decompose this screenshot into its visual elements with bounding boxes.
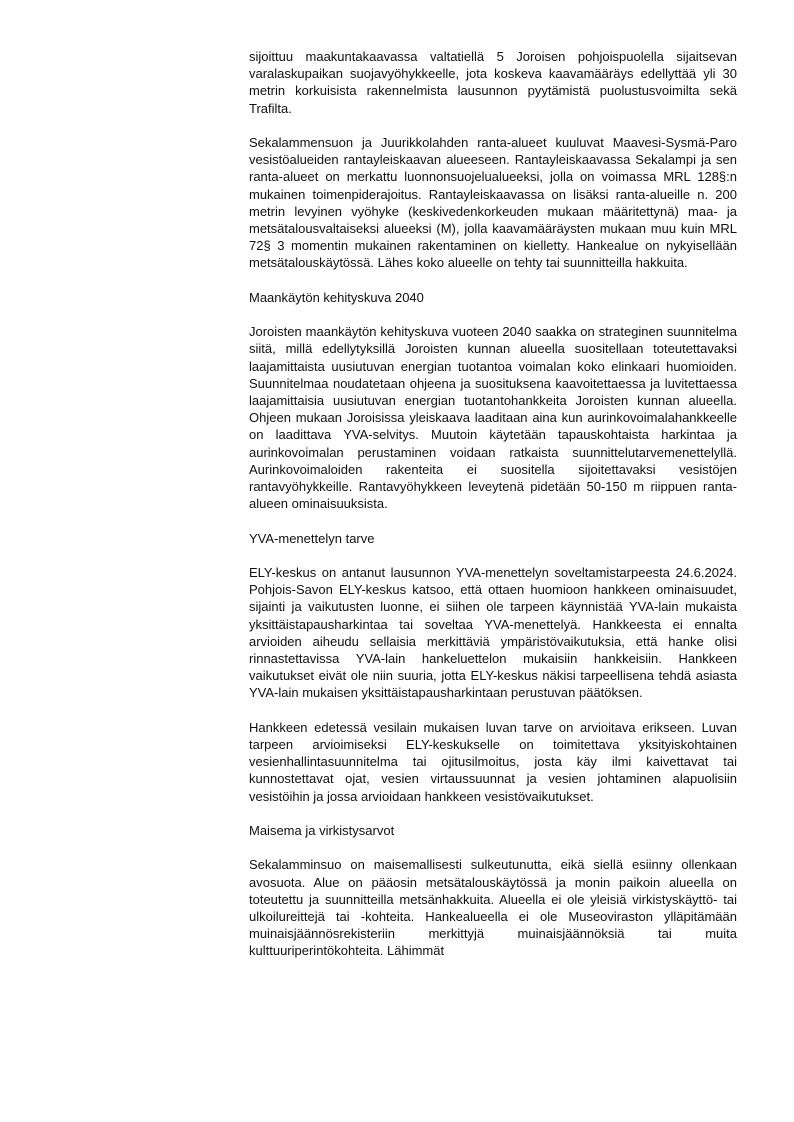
document-body [249,48,737,960]
heading-eia-need: YVA-menettelyn tarve [249,530,375,546]
paragraph-ely-statement: ELY-keskus on antanut lausunnon YVA-menettelyn soveltamistarpeesta 24.6.2024. Pohjois-Savon ELY-keskus katsoo, että ottaen huomioon hankkeen ominaisuudet, sijainti ja vaikutusten luonne, ei siihen ole tarpeen käynnistää YVA-lain mukaista yksittäistapausharkintaa tai soveltaa YVA-menettelyä. Hankkeesta ei ennalta arvioiden aiheudu sellaisia merkittäviä ympäristövaikutuksia, että hanke olisi rinnastettavissa YVA-lain hankeluettelon mukaisiin hankkeisiin. Hankkeen vaikutukset eivät ole niin suuria, jotta ELY-keskus näkisi tarpeellisena tehdä asiasta YVA-lain mukaisen yksittäistapausharkintaan perustuvan päätöksen. [249,565,737,701]
paragraph-land-use-2040: Joroisten maankäytön kehityskuva vuoteen 2040 saakka on strateginen suunnitelma siitä, millä edellytyksillä Joroisten kunnan alueella suositellaan toteutettavaksi laajamittaista uusiutuvan energian tuotantoa voimalan koko elinkaari huomioiden. Suunnitelmaa noudatetaan ohjeena ja suosituksena kaavoitettaessa ja luvitettaessa laajamittaisia uusiutuvan energian tuotantohankkeita Joroisten kunnan alueella. Ohjeen mukaan Joroisissa yleiskaava laaditaan aina kun aurinkovoimalahankkeelle on laadittava YVA-selvitys. Muutoin käytetään tapauskohtaista harkintaa ja aurinkovoimalan perustaminen voidaan ratkaista suunnittelutarvemenettelyllä. Aurinkovoimaloiden rakenteita ei suositella sijoitettavaksi vesistöjen rantavyöhykkeille. Rantavyöhykkeen leveytenä pidetään 50-150 m riippuen ranta-alueen ominaisuuksista. [249,324,737,512]
paragraph-shore-plan: Sekalammensuon ja Juurikkolahden ranta-alueet kuuluvat Maavesi-Sysmä-Paro vesistöalueiden rantayleiskaavan alueeseen. Rantayleiskaavassa Sekalampi ja sen ranta-alueet on merkattu luonnonsuojelualueeksi, jolla on voimassa MRL 128§:n mukainen toimenpiderajoitus. Rantayleiskaavassa on lisäksi ranta-alueille n. 200 metrin levyinen vyöhyke (keskivedenkorkeuden mukaan määritettynä) maa- ja metsätalousvaltaiseksi alueeksi (M), jolla kaavamääräysten mukaan muu kuin MRL 72§ 3 momentin mukainen rakentaminen on kielletty. Hankealue on nykyisellään metsätalouskäytössä. Lähes koko alueelle on tehty tai suunnitteilla hakkuita. [249,135,737,271]
paragraph-airfield-zone: sijoittuu maakuntakaavassa valtatiellä 5 Joroisen pohjoispuolella sijaitsevan varalaskupaikan suojavyöhykkeelle, jota koskeva kaavamääräys edellyttää yli 30 metrin korkuisista rakennelmista lausunnon pyytämistä puolustusvoimilta sekä Trafilta. [249,49,737,116]
heading-land-use-2040: Maankäytön kehityskuva 2040 [249,289,424,305]
paragraph-landscape: Sekalamminsuo on maisemallisesti sulkeutunutta, eikä siellä esiinny ollenkaan avosuota. Alue on pääosin metsätalouskäytössä ja monin paikoin alueella on toteutettu ja suunnitteilla metsänhakkuita. Alueella ei ole yleisiä virkistyskäyttö- tai ulkoilureittejä tai -kohteita. Hankealueella ei ole Museoviraston ylläpitämään muinaisjäännösrekisteriin merkittyjä muinaisjäännöksiä tai muita kulttuuriperintökohteita. Lähimmät [249,857,737,959]
heading-landscape-recreation: Maisema ja virkistysarvot [249,823,395,839]
paragraph-water-permit: Hankkeen edetessä vesilain mukaisen luvan tarve on arvioitava erikseen. Luvan tarpeen arvioimiseksi ELY-keskukselle on toimitettava yksityiskohtainen vesienhallintasuunnitelma tai ojitusilmoitus, josta käy ilmi kaivettavat tai kunnostettavat ojat, vesien virtaussuunnat ja vesien johtaminen alapuolisiin vesistöihin ja jossa arvioidaan hankkeen vesistövaikutukset. [249,719,737,804]
